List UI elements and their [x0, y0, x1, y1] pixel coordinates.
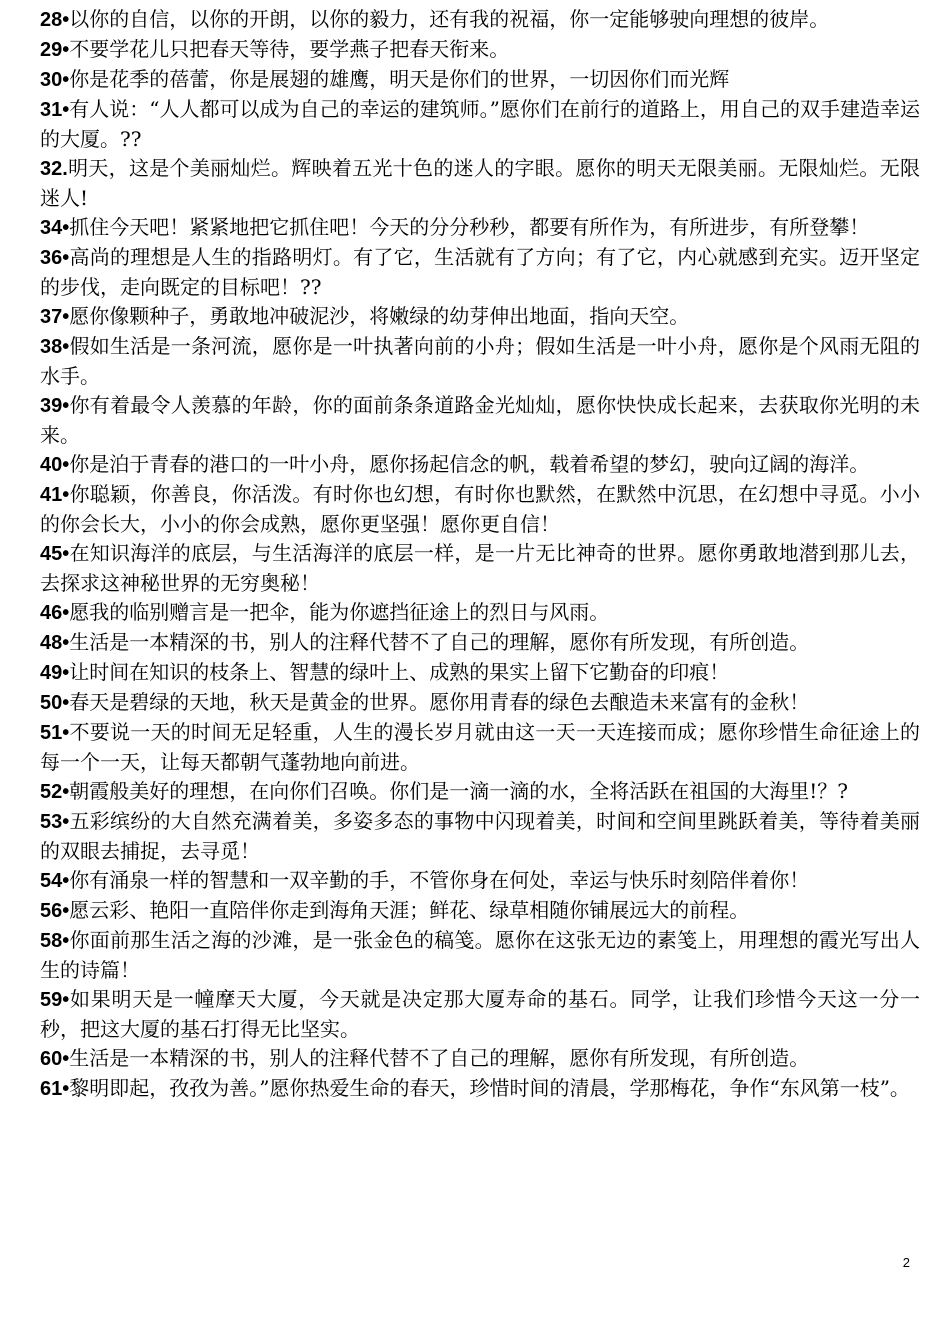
- entry-number: 37•: [40, 306, 70, 328]
- entry-paragraph: [40, 896, 920, 926]
- entry-text: 五彩缤纷的大自然充满着美，多姿多态的事物中闪现着美，时间和空间里跳跃着美，等待着美丽的双眼去捕捉，去寻觅！: [40, 809, 920, 863]
- entry-paragraph: [40, 450, 920, 480]
- entry-text: 明天，这是个美丽灿烂。辉映着五光十色的迷人的字眼。愿你的明天无限美丽。无限灿烂。无限迷人!: [40, 156, 920, 210]
- entry-paragraph: [40, 926, 920, 985]
- entry-number: 36•: [40, 247, 70, 269]
- document-body: [40, 5, 920, 1104]
- entry-text: 假如生活是一条河流，愿你是一叶执著向前的小舟；假如生活是一叶小舟，愿你是个风雨无阻的水手。: [40, 334, 920, 388]
- entry-paragraph: [40, 658, 920, 688]
- entry-number: 39•: [40, 395, 70, 417]
- entry-paragraph: [40, 480, 920, 539]
- entry-number: 60•: [40, 1048, 70, 1070]
- entry-number: 50•: [40, 692, 70, 714]
- entry-paragraph: [40, 302, 920, 332]
- entry-number: 28•: [40, 9, 70, 31]
- entry-text: 不要学花儿只把春天等待，要学燕子把春天衔来。: [69, 37, 510, 61]
- entry-number: 51•: [40, 722, 70, 744]
- entry-number: 58•: [40, 930, 70, 952]
- entry-text: 高尚的理想是人生的指路明灯。有了它，生活就有了方向；有了它，内心就感到充实。迈开坚定的步伐，走向既定的目标吧！??: [40, 245, 920, 299]
- entry-text: 你聪颖，你善良，你活泼。有时你也幻想，有时你也默然，在默然中沉思，在幻想中寻觅。小小的你会长大，小小的你会成熟，愿你更坚强！愿你更自信！: [40, 482, 920, 536]
- entry-paragraph: [40, 391, 920, 450]
- entry-text: 朝霞般美好的理想，在向你们召唤。你们是一滴一滴的水，全将活跃在祖国的大海里!？?: [69, 779, 849, 803]
- entry-number: 29•: [40, 39, 70, 61]
- entry-text: 不要说一天的时间无足轻重，人生的漫长岁月就由这一天一天连接而成；愿你珍惜生命征途上的每一个一天，让每天都朝气蓬勃地向前进。: [40, 720, 920, 774]
- entry-number: 32.: [40, 158, 68, 180]
- entry-paragraph: [40, 598, 920, 628]
- entry-text: 春天是碧绿的天地，秋天是黄金的世界。愿你用青春的绿色去酿造未来富有的金秋！: [69, 690, 810, 714]
- entry-number: 46•: [40, 602, 70, 624]
- entry-number: 61•: [40, 1078, 70, 1100]
- page-number: 2: [902, 1255, 910, 1270]
- entry-paragraph: [40, 1074, 920, 1104]
- entry-text: 愿你像颗种子，勇敢地冲破泥沙，将嫩绿的幼芽伸出地面，指向天空。: [69, 304, 690, 328]
- entry-text: 你是泊于青春的港口的一叶小舟，愿你扬起信念的帆，载着希望的梦幻，驶向辽阔的海洋。: [69, 452, 870, 476]
- entry-text: 生活是一本精深的书，别人的注释代替不了自己的理解，愿你有所发现，有所创造。: [69, 1046, 810, 1070]
- entry-number: 45•: [40, 543, 70, 565]
- entry-number: 38•: [40, 336, 70, 358]
- entry-paragraph: [40, 985, 920, 1044]
- entry-paragraph: [40, 777, 920, 807]
- entry-text: 让时间在知识的枝条上、智慧的绿叶上、成熟的果实上留下它勤奋的印痕！: [69, 660, 730, 684]
- entry-paragraph: [40, 35, 920, 65]
- entry-paragraph: [40, 332, 920, 391]
- entry-paragraph: [40, 866, 920, 896]
- entry-text: 愿云彩、艳阳一直陪伴你走到海角天涯；鲜花、绿草相随你铺展远大的前程。: [69, 898, 750, 922]
- entry-number: 41•: [40, 484, 70, 506]
- entry-paragraph: [40, 539, 920, 598]
- entry-number: 34•: [40, 217, 70, 239]
- entry-number: 53•: [40, 811, 70, 833]
- entry-text: 你有着最令人羡慕的年龄，你的面前条条道路金光灿灿，愿你快快成长起来，去获取你光明的未来。: [40, 393, 920, 447]
- entry-text: 你是花季的蓓蕾，你是展翅的雄鹰，明天是你们的世界，一切因你们而光辉: [69, 67, 730, 91]
- entry-text: 你面前那生活之海的沙滩，是一张金色的稿笺。愿你在这张无边的素笺上，用理想的霞光写出人生的诗篇！: [40, 928, 920, 982]
- entry-paragraph: [40, 718, 920, 777]
- entry-paragraph: [40, 5, 920, 35]
- entry-number: 59•: [40, 989, 70, 1011]
- entry-number: 31•: [40, 99, 70, 121]
- entry-number: 49•: [40, 662, 70, 684]
- entry-number: 52•: [40, 781, 70, 803]
- entry-text: 如果明天是一幢摩天大厦，今天就是决定那大厦寿命的基石。同学，让我们珍惜今天这一分一秒，把这大厦的基石打得无比坚实。: [40, 987, 920, 1041]
- entry-text: 黎明即起，孜孜为善。”愿你热爱生命的春天，珍惜时间的清晨，学那梅花，争作“东风第一枝”。: [69, 1076, 910, 1100]
- entry-paragraph: [40, 688, 920, 718]
- entry-text: 愿我的临别赠言是一把伞，能为你遮挡征途上的烈日与风雨。: [69, 600, 610, 624]
- entry-text: 以你的自信，以你的开朗，以你的毅力，还有我的祝福，你一定能够驶向理想的彼岸。: [69, 7, 830, 31]
- entry-text: 有人说：“人人都可以成为自己的幸运的建筑师。”愿你们在前行的道路上，用自己的双手建造幸运的大厦。??: [40, 97, 920, 151]
- entry-text: 你有涌泉一样的智慧和一双辛勤的手，不管你身在何处，幸运与快乐时刻陪伴着你！: [69, 868, 810, 892]
- entry-text: 在知识海洋的底层，与生活海洋的底层一样，是一片无比神奇的世界。愿你勇敢地潜到那儿去，去探求这神秘世界的无穷奥秘！: [40, 541, 920, 595]
- entry-paragraph: [40, 807, 920, 866]
- entry-number: 56•: [40, 900, 70, 922]
- entry-paragraph: [40, 154, 920, 213]
- entry-text: 抓住今天吧！紧紧地把它抓住吧！今天的分分秒秒，都要有所作为，有所进步，有所登攀！: [69, 215, 870, 239]
- entry-paragraph: [40, 628, 920, 658]
- entry-number: 54•: [40, 870, 70, 892]
- entry-number: 30•: [40, 69, 70, 91]
- entry-number: 40•: [40, 454, 70, 476]
- entry-paragraph: [40, 95, 920, 154]
- entry-number: 48•: [40, 632, 70, 654]
- entry-paragraph: [40, 1044, 920, 1074]
- entry-paragraph: [40, 213, 920, 243]
- entry-paragraph: [40, 65, 920, 95]
- entry-paragraph: [40, 243, 920, 302]
- entry-text: 生活是一本精深的书，别人的注释代替不了自己的理解，愿你有所发现，有所创造。: [69, 630, 810, 654]
